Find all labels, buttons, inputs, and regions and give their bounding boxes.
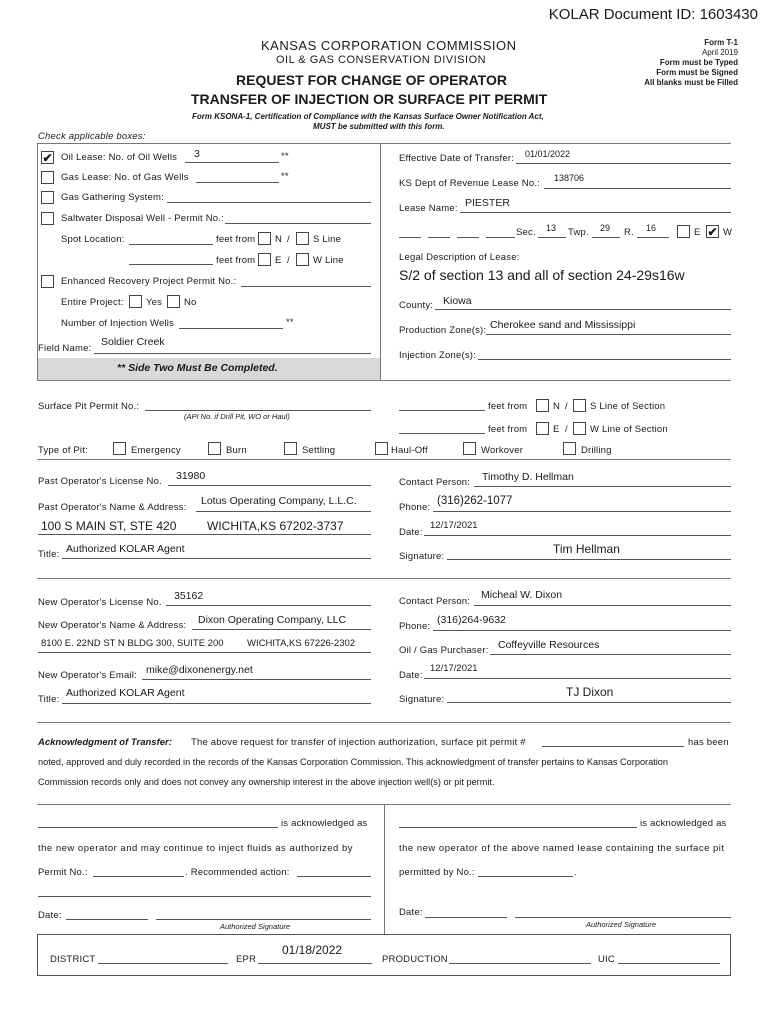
epr-date-value[interactable]: 01/18/2022 (282, 943, 343, 957)
qtr-line-4 (486, 237, 515, 238)
bottom-permit-no-label: Permit No.: (38, 867, 88, 878)
bottom-right-name-line (399, 827, 637, 828)
bottom-permitted-by-label: permitted by No.: (399, 867, 475, 878)
spot-n-checkbox[interactable] (258, 232, 271, 245)
bottom-permitted-by-line (478, 876, 573, 877)
pit-drilling-label: Drilling (581, 445, 612, 456)
swd-checkbox[interactable] (41, 212, 54, 225)
pit-ew-line (399, 433, 485, 434)
r-line (637, 237, 669, 238)
swd-line (225, 223, 371, 224)
bottom-right-sig-line (515, 917, 731, 918)
production-line (449, 963, 591, 964)
bottom-left-date-line (66, 919, 148, 920)
past-contact-value[interactable]: Timothy D. Hellman (482, 471, 574, 483)
twp-line (592, 237, 620, 238)
gas-lease-checkbox[interactable] (41, 171, 54, 184)
purchaser-value[interactable]: Coffeyville Resources (498, 639, 600, 651)
ksona-note: Form KSONA-1, Certification of Compliance with the Kansas Surface Owner Notification Act, (192, 112, 544, 121)
gas-wells-line (196, 182, 279, 183)
field-name-value[interactable]: Soldier Creek (101, 336, 165, 348)
form-note-typed: Form must be Typed (659, 58, 738, 67)
oil-wells-value[interactable]: 3 (194, 148, 200, 160)
new-name-line (192, 629, 371, 630)
eor-line (241, 286, 371, 287)
past-signature-label: Signature: (399, 551, 445, 562)
new-date-label: Date: (399, 670, 423, 681)
past-license-label: Past Operator's License No. (38, 476, 162, 487)
past-contact-line (474, 486, 731, 487)
swd-label: Saltwater Disposal Well - Permit No.: (61, 213, 224, 224)
gas-gathering-checkbox[interactable] (41, 191, 54, 204)
production-zone-line (486, 334, 731, 335)
bottom-divider (384, 804, 385, 934)
bottom-right-auth-sig: Authorized Signature (586, 920, 657, 929)
agency-name: KANSAS CORPORATION COMMISSION (261, 38, 517, 53)
lease-name-label: Lease Name: (399, 203, 458, 214)
pit-slash-1: / (565, 401, 568, 412)
ack-line-3: Commission records only and does not convey any ownership interest in the above injection well(s) or pit permit. (38, 777, 495, 787)
ks-revenue-label: KS Dept of Revenue Lease No.: (399, 178, 540, 189)
check-boxes-label: Check applicable boxes: (38, 131, 146, 142)
epr-line (258, 963, 372, 964)
rec-action-text: Recommended action: (190, 867, 290, 878)
production-zone-label: Production Zone(s): (399, 325, 487, 336)
spot-s-line-label: S Line (313, 234, 342, 245)
gas-gathering-label: Gas Gathering System: (61, 192, 164, 203)
bottom-rec-action-label: . Recommended action: (185, 867, 290, 878)
pit-workover-checkbox[interactable] (463, 442, 476, 455)
past-title-label: Title: (38, 549, 60, 560)
pit-feet-from-ew: feet from (488, 424, 528, 435)
past-signature-line (447, 559, 731, 560)
form-date: April 2019 (701, 48, 738, 57)
sec-value[interactable]: 13 (546, 223, 557, 233)
district-line (98, 963, 228, 964)
past-date-value[interactable]: 12/17/2021 (430, 520, 478, 531)
pit-s-line-label: S Line of Section (590, 401, 666, 412)
pit-emergency-label: Emergency (131, 445, 181, 456)
sec-line (538, 237, 566, 238)
past-date-line (424, 535, 731, 536)
spot-ew-line (129, 264, 213, 265)
spot-w-checkbox[interactable] (296, 253, 309, 266)
oil-lease-checkbox[interactable]: ✔ (42, 151, 53, 165)
new-date-line (424, 678, 731, 679)
past-name-value[interactable]: Lotus Operating Company, L.L.C. (201, 495, 357, 507)
field-name-line (94, 353, 371, 354)
ks-revenue-value[interactable]: 138706 (554, 173, 585, 183)
past-address-1[interactable]: 100 S MAIN ST, STE 420 (41, 519, 177, 533)
feet-from-ns: feet from (216, 234, 256, 245)
bottom-right-date-line (425, 917, 507, 918)
pit-n-label: N (553, 401, 561, 412)
document-id: KOLAR Document ID: 1603430 (548, 6, 758, 23)
new-title-label: Title: (38, 694, 60, 705)
divider-ack (37, 722, 731, 723)
range-e-label: E (694, 227, 701, 238)
entire-project-yes-checkbox[interactable] (129, 295, 142, 308)
new-contact-line (474, 605, 731, 606)
past-title-line (62, 558, 371, 559)
pit-burn-checkbox[interactable] (208, 442, 221, 455)
spot-ns-line (129, 244, 213, 245)
new-phone-label: Phone: (399, 621, 431, 632)
range-e-checkbox[interactable] (677, 225, 690, 238)
past-license-value[interactable]: 31980 (176, 470, 206, 482)
spot-s-checkbox[interactable] (296, 232, 309, 245)
ack-heading: Acknowledgment of Transfer: (38, 737, 172, 748)
county-label: County: (399, 300, 434, 311)
past-license-line (168, 485, 371, 486)
api-note: (API No. if Drill Pit, WO or Haul) (184, 412, 290, 421)
bottom-right-date-label: Date: (399, 907, 423, 918)
yes-label: Yes (146, 297, 163, 308)
pit-drilling-checkbox[interactable] (563, 442, 576, 455)
spot-slash-1: / (287, 234, 290, 245)
new-name-label: New Operator's Name & Address: (38, 620, 187, 631)
spot-e-label: E (275, 255, 282, 266)
frame-divider (380, 143, 381, 380)
injection-zone-line (478, 359, 731, 360)
frame-top (37, 143, 731, 144)
stars-1: ** (281, 151, 289, 162)
feet-from-ew: feet from (216, 255, 256, 266)
divider-new (37, 578, 731, 579)
effective-date-line (516, 163, 731, 164)
pit-haul-off-label: Haul-Off (391, 445, 428, 456)
ksona-note-2: MUST be submitted with this form. (313, 122, 445, 131)
oil-lease-label: Oil Lease: No. of Oil Wells (61, 152, 178, 163)
past-name-line (196, 511, 371, 512)
uic-line (618, 963, 720, 964)
lease-name-value[interactable]: PIESTER (465, 197, 510, 209)
past-address-2[interactable]: WICHITA,KS 67202-3737 (207, 519, 344, 533)
range-w-checkbox[interactable]: ✔ (707, 225, 718, 239)
purchaser-line (490, 654, 731, 655)
pit-settling-label: Settling (302, 445, 336, 456)
bottom-right-is-ack: is acknowledged as (640, 818, 727, 829)
county-value[interactable]: Kiowa (443, 295, 472, 307)
new-signature-value[interactable]: TJ Dixon (566, 685, 614, 699)
new-name-value[interactable]: Dixon Operating Company, LLC (198, 614, 347, 626)
pit-s-checkbox[interactable] (573, 399, 586, 412)
production-zone-value[interactable]: Cherokee sand and Mississippi (490, 319, 636, 331)
bottom-left-name-line (38, 827, 278, 828)
past-name-label: Past Operator's Name & Address: (38, 502, 187, 513)
legal-description-value[interactable]: S/2 of section 13 and all of section 24-29s16w (399, 267, 685, 283)
past-signature-value[interactable]: Tim Hellman (553, 542, 620, 556)
divider-past (37, 459, 731, 460)
num-injection-label: Number of Injection Wells (61, 318, 175, 329)
pit-n-checkbox[interactable] (536, 399, 549, 412)
bottom-rec-action-line (297, 876, 371, 877)
new-address-line (38, 652, 371, 653)
no-label: No (184, 297, 197, 308)
production-label: PRODUCTION (382, 954, 448, 965)
pit-ns-line (399, 410, 485, 411)
past-phone-label: Phone: (399, 502, 431, 513)
entire-project-label: Entire Project: (61, 297, 124, 308)
past-date-label: Date: (399, 527, 423, 538)
lease-name-line (460, 212, 731, 213)
surface-pit-label: Surface Pit Permit No.: (38, 401, 140, 412)
form-title-2: TRANSFER OF INJECTION OR SURFACE PIT PERMIT (191, 91, 548, 107)
past-address-line (38, 534, 371, 535)
form-id: Form T-1 (704, 38, 738, 47)
r-label: R. (624, 227, 634, 238)
division-name: OIL & GAS CONSERVATION DIVISION (276, 54, 487, 66)
new-phone-value[interactable]: (316)264-9632 (437, 614, 506, 626)
epr-label: EPR (236, 954, 257, 965)
ack-line-1: The above request for transfer of injection authorization, surface pit permit # (191, 737, 526, 748)
qtr-line-2 (428, 237, 450, 238)
new-license-line (166, 605, 371, 606)
eor-label: Enhanced Recovery Project Permit No.: (61, 276, 237, 287)
spot-slash-2: / (287, 255, 290, 266)
surface-pit-line (145, 410, 371, 411)
new-title-value[interactable]: Authorized KOLAR Agent (66, 687, 185, 699)
oil-wells-line (185, 162, 279, 163)
bottom-left-is-ack: is acknowledged as (281, 818, 368, 829)
effective-date-value[interactable]: 01/01/2022 (525, 149, 571, 159)
past-title-value[interactable]: Authorized KOLAR Agent (66, 543, 185, 555)
gas-lease-label: Gas Lease: No. of Gas Wells (61, 172, 189, 183)
new-title-line (62, 703, 371, 704)
form-title-1: REQUEST FOR CHANGE OF OPERATOR (236, 72, 507, 88)
eor-checkbox[interactable] (41, 275, 54, 288)
qtr-line-1 (399, 237, 421, 238)
r-value[interactable]: 16 (646, 223, 657, 233)
spot-w-line-label: W Line (313, 255, 344, 266)
stars-2: ** (281, 171, 289, 182)
new-contact-value[interactable]: Micheal W. Dixon (481, 589, 563, 601)
ack-permit-line (542, 746, 684, 747)
pit-slash-2: / (565, 424, 568, 435)
pit-haul-off-checkbox[interactable] (375, 442, 388, 455)
new-email-line (142, 679, 371, 680)
ack-line-2: noted, approved and duly recorded in the records of the Kansas Corporation Commission. This acknowledgment of transfer pertains to Kansas Corporation (38, 757, 669, 767)
gas-gathering-line (167, 202, 371, 203)
past-phone-value[interactable]: (316)262-1077 (437, 495, 513, 507)
pit-e-label: E (553, 424, 560, 435)
spot-e-checkbox[interactable] (258, 253, 271, 266)
district-label: DISTRICT (50, 954, 96, 965)
twp-label: Twp. (568, 227, 589, 238)
new-address-1[interactable]: 8100 E. 22ND ST N BLDG 300, SUITE 200 (41, 638, 224, 649)
entire-project-no-checkbox[interactable] (167, 295, 180, 308)
legal-description-label: Legal Description of Lease: (399, 252, 520, 263)
form-note-signed: Form must be Signed (656, 68, 738, 77)
past-phone-line (433, 511, 731, 512)
new-date-value[interactable]: 12/17/2021 (430, 663, 478, 674)
spot-n-label: N (275, 234, 283, 245)
field-name-label: Field Name: (38, 343, 92, 354)
new-email-value[interactable]: mike@dixonenergy.net (146, 664, 253, 676)
purchaser-label: Oil / Gas Purchaser: (399, 645, 489, 656)
range-w-label: W (723, 227, 733, 238)
bottom-left-text: the new operator and may continue to inject fluids as authorized by (38, 843, 353, 854)
pit-type-label: Type of Pit: (38, 445, 88, 456)
pit-emergency-checkbox[interactable] (113, 442, 126, 455)
side-two-note: ** Side Two Must Be Completed. (117, 362, 278, 374)
new-phone-line (433, 630, 731, 631)
bottom-permit-no-line (93, 876, 184, 877)
new-license-label: New Operator's License No. (38, 597, 162, 608)
pit-e-checkbox[interactable] (536, 422, 549, 435)
bottom-left-date-label: Date: (38, 910, 62, 921)
bottom-right-text: the new operator of the above named lease containing the surface pit (399, 843, 725, 854)
bottom-left-auth-sig: Authorized Signature (220, 922, 291, 931)
form-note-filled: All blanks must be Filled (644, 78, 738, 87)
uic-label: UIC (598, 954, 615, 965)
permitted-by-period: . (574, 867, 577, 878)
sec-label: Sec. (516, 227, 536, 238)
pit-w-line-label: W Line of Section (590, 424, 668, 435)
spot-location-label: Spot Location: (61, 234, 125, 245)
pit-workover-label: Workover (481, 445, 524, 456)
new-signature-line (447, 702, 731, 703)
twp-value[interactable]: 29 (600, 223, 611, 233)
pit-feet-from-ns: feet from (488, 401, 528, 412)
county-line (435, 309, 731, 310)
injection-zone-label: Injection Zone(s): (399, 350, 476, 361)
new-address-2[interactable]: WICHITA,KS 67226-2302 (247, 638, 356, 649)
effective-date-label: Effective Date of Transfer: (399, 153, 515, 164)
bottom-left-blank-line (38, 896, 371, 897)
qtr-line-3 (457, 237, 479, 238)
stars-3: ** (286, 317, 294, 328)
new-signature-label: Signature: (399, 694, 445, 705)
past-contact-label: Contact Person: (399, 477, 471, 488)
new-license-value[interactable]: 35162 (174, 590, 204, 602)
bottom-left-sig-line (156, 919, 371, 920)
new-email-label: New Operator's Email: (38, 670, 137, 681)
new-contact-label: Contact Person: (399, 596, 471, 607)
ks-revenue-line (544, 188, 731, 189)
pit-w-checkbox[interactable] (573, 422, 586, 435)
ack-has-been: has been (688, 737, 729, 748)
num-injection-line (179, 328, 283, 329)
pit-burn-label: Burn (226, 445, 247, 456)
frame-bottom (37, 380, 731, 381)
pit-settling-checkbox[interactable] (284, 442, 297, 455)
